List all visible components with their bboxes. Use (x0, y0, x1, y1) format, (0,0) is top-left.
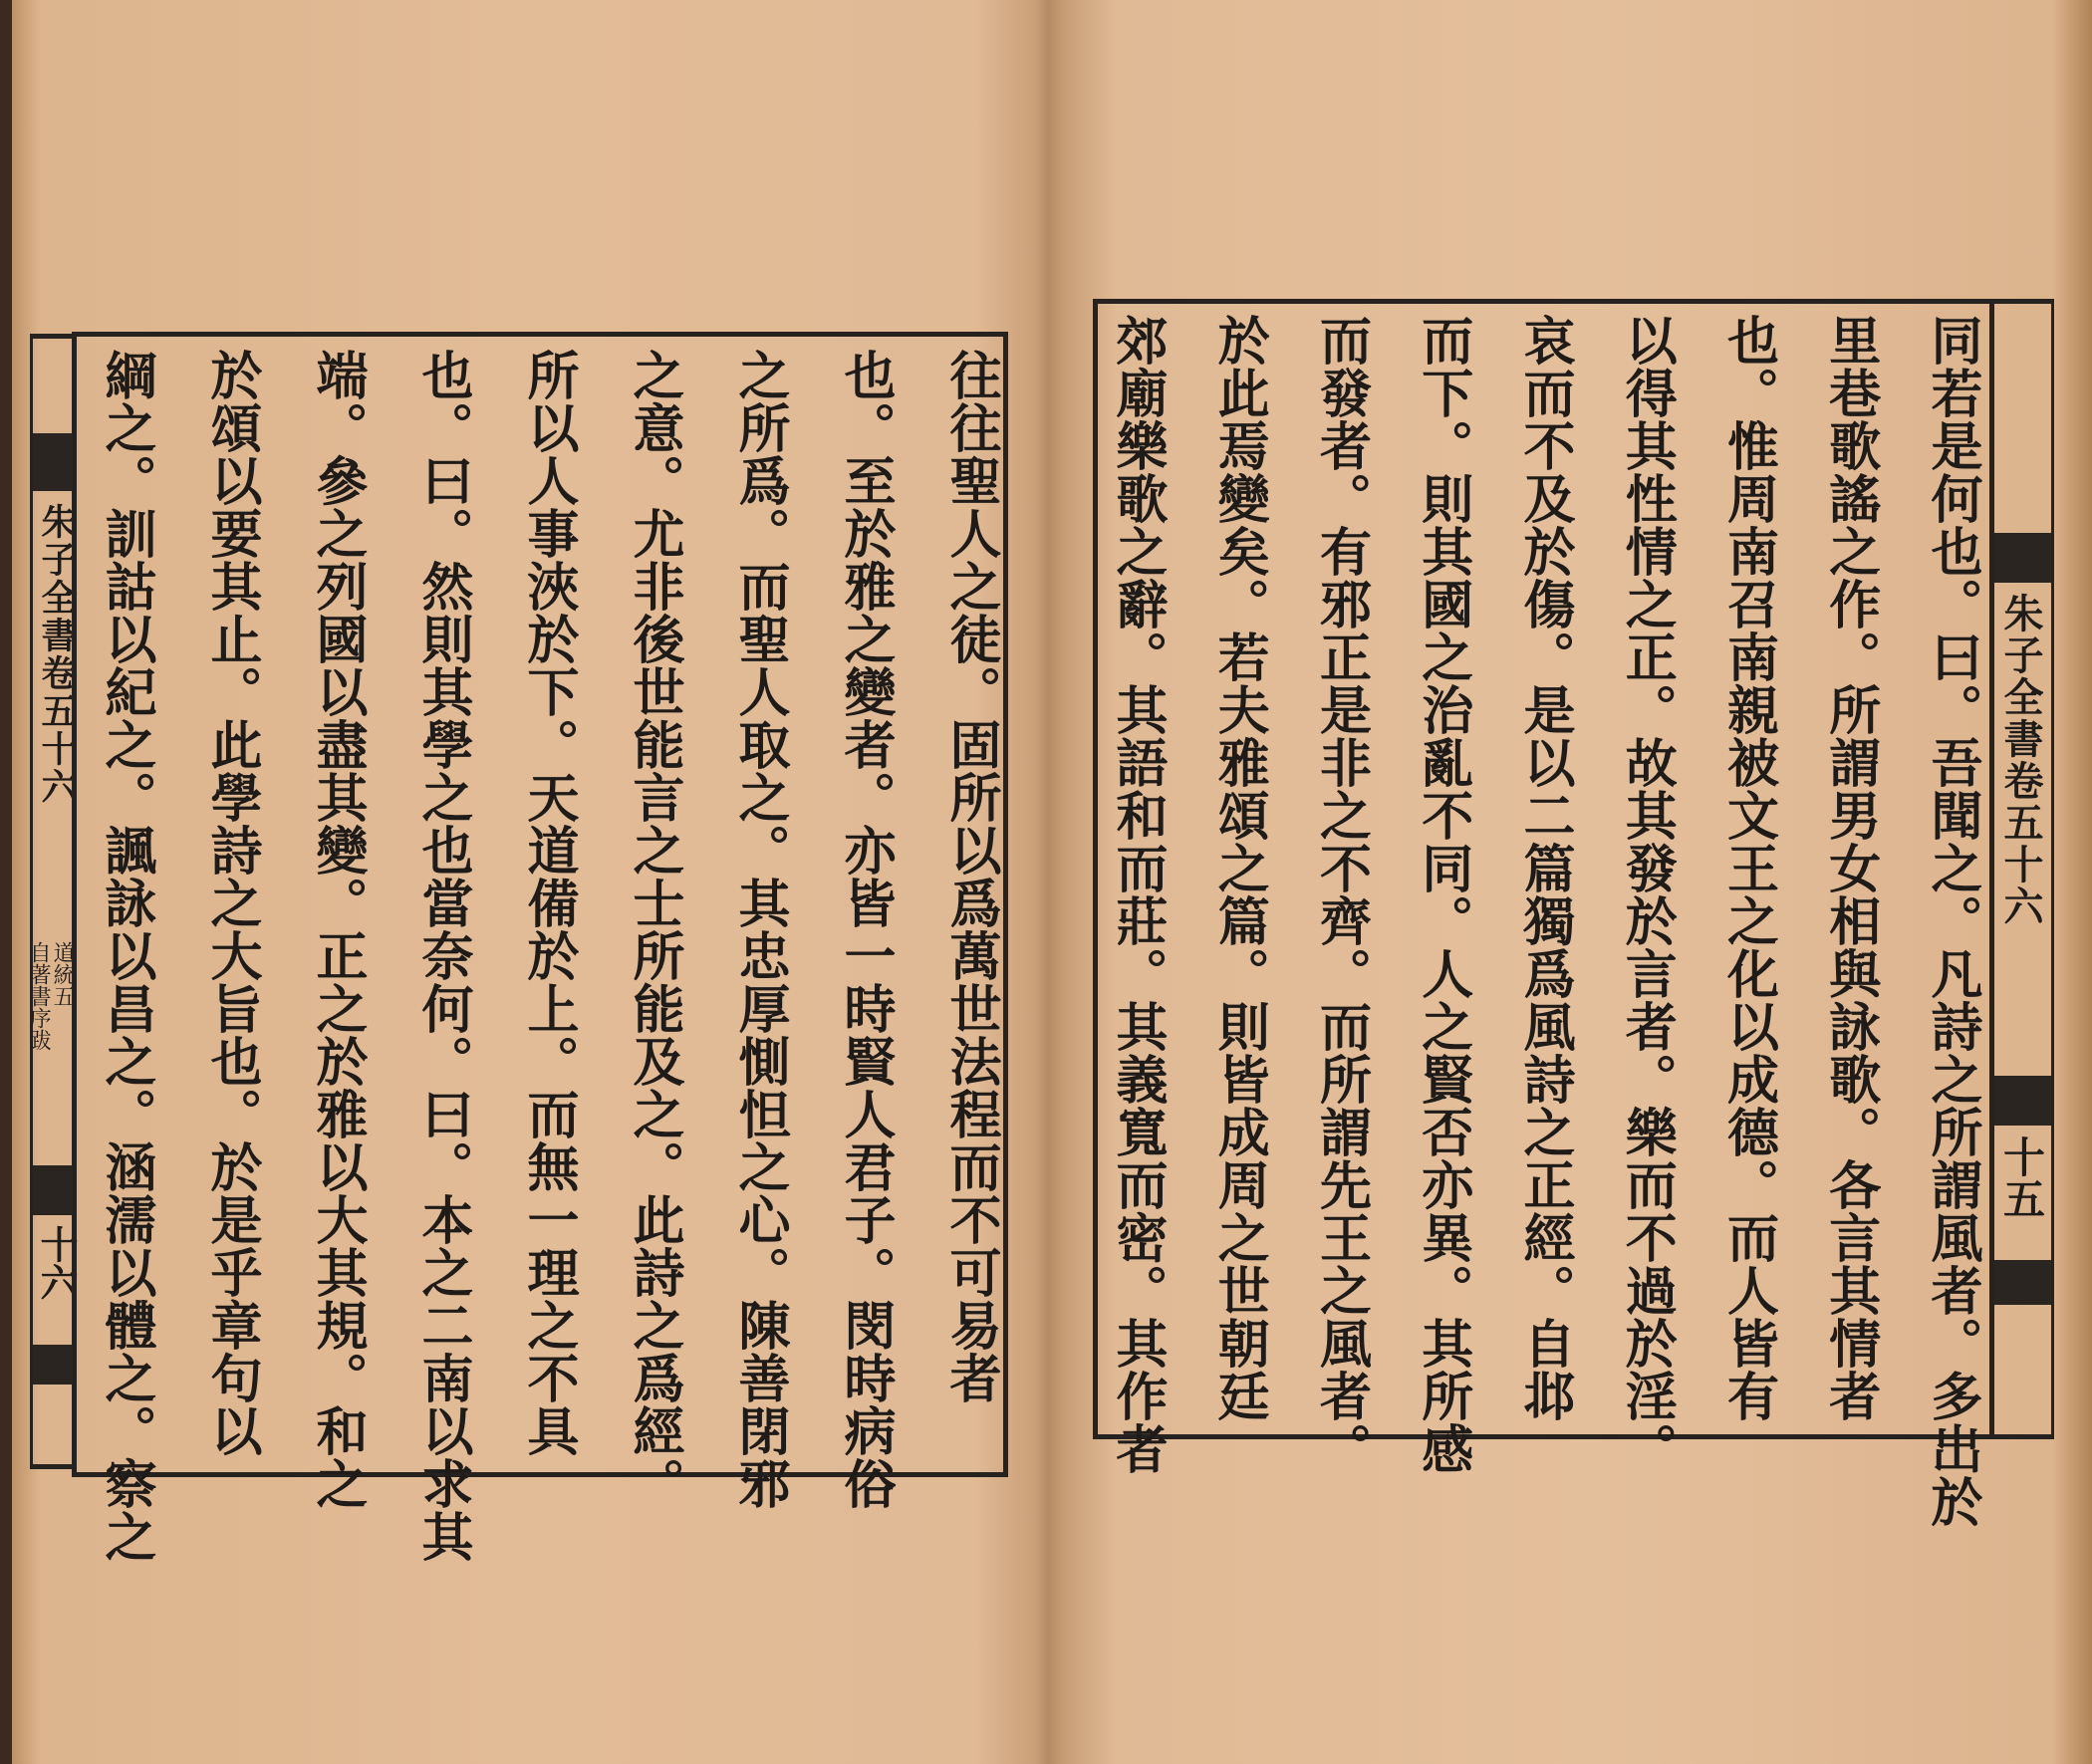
left-column-9: 綱之。訓詁以紀之。諷詠以昌之。涵濡以體之。察之 (96, 349, 156, 1563)
right-fish-tail-bottom (1994, 1260, 2051, 1305)
left-column-4: 之意。尤非後世能言之士所能及之。此詩之爲經。 (624, 349, 684, 1510)
right-text-columns (1107, 314, 1982, 1528)
right-column-2: 里巷歌謠之作。所謂男女相與詠歌。各言其情者 (1819, 314, 1881, 1422)
right-column-8: 於此焉變矣。若夫雅頌之篇。則皆成周之世朝廷 (1208, 314, 1270, 1422)
left-column-2: 也。至於雅之變者。亦皆一時賢人君子。閔時病俗 (835, 349, 896, 1510)
right-banxin (1994, 299, 2054, 1439)
right-column-6: 而下。則其國之治亂不同。人之賢否亦異。其所感 (1412, 314, 1473, 1475)
left-column-8: 於頌以要其止。此學詩之大旨也。於是乎章句以 (201, 349, 262, 1457)
left-column-1: 往往聖人之徒。固所以爲萬世法程而不可易者 (940, 349, 1001, 1404)
right-column-1: 同若是何也。曰。吾聞之。凡詩之所謂風者。多出於 (1922, 314, 1982, 1528)
left-banxin-subtitle-2: 自著書序跋 (26, 941, 52, 1051)
left-fish-tail-upper (33, 433, 76, 491)
left-column-5: 所以人事浹於下。天道備於上。而無一理之不具 (518, 349, 579, 1457)
left-column-6: 也。曰。然則其學之也當奈何。曰。本之二南以求其 (412, 349, 473, 1563)
left-binding-edge (0, 0, 12, 1764)
left-column-7: 端。參之列國以盡其變。正之於雅以大其規。和之 (307, 349, 368, 1510)
right-column-7: 而發者。有邪正是非之不齊。而所謂先王之風者。 (1310, 314, 1372, 1475)
left-fish-tail-bottom (33, 1345, 76, 1385)
left-text-columns (96, 349, 1001, 1563)
right-page-number: 十五 (1997, 1135, 2046, 1219)
left-banxin (26, 334, 79, 1469)
left-banxin-title: 朱子全書卷五十六 (36, 503, 78, 806)
right-fish-tail-lower (1994, 1076, 2051, 1126)
left-page-number: 十六 (34, 1225, 79, 1301)
right-column-3: 也。惟周南召南親被文王之化以成德。而人皆有 (1717, 314, 1779, 1422)
right-column-5: 哀而不及於傷。是以二篇獨爲風詩之正經。自邶 (1514, 314, 1575, 1422)
right-column-4: 以得其性情之正。故其發於言者。樂而不過於淫。 (1616, 314, 1678, 1475)
right-column-9: 郊廟樂歌之辭。其語和而莊。其義寬而密。其作者 (1107, 314, 1168, 1475)
left-column-3: 之所爲。而聖人取之。其忠厚惻怛之心。陳善閉邪 (729, 349, 790, 1510)
right-page (1051, 0, 2092, 1764)
right-banxin-title: 朱子全書卷五十六 (1997, 593, 2044, 927)
right-fish-tail-upper (1994, 533, 2051, 583)
left-fish-tail-lower (33, 1165, 76, 1215)
left-banxin-subtitle-1: 道統五 (50, 941, 76, 1007)
